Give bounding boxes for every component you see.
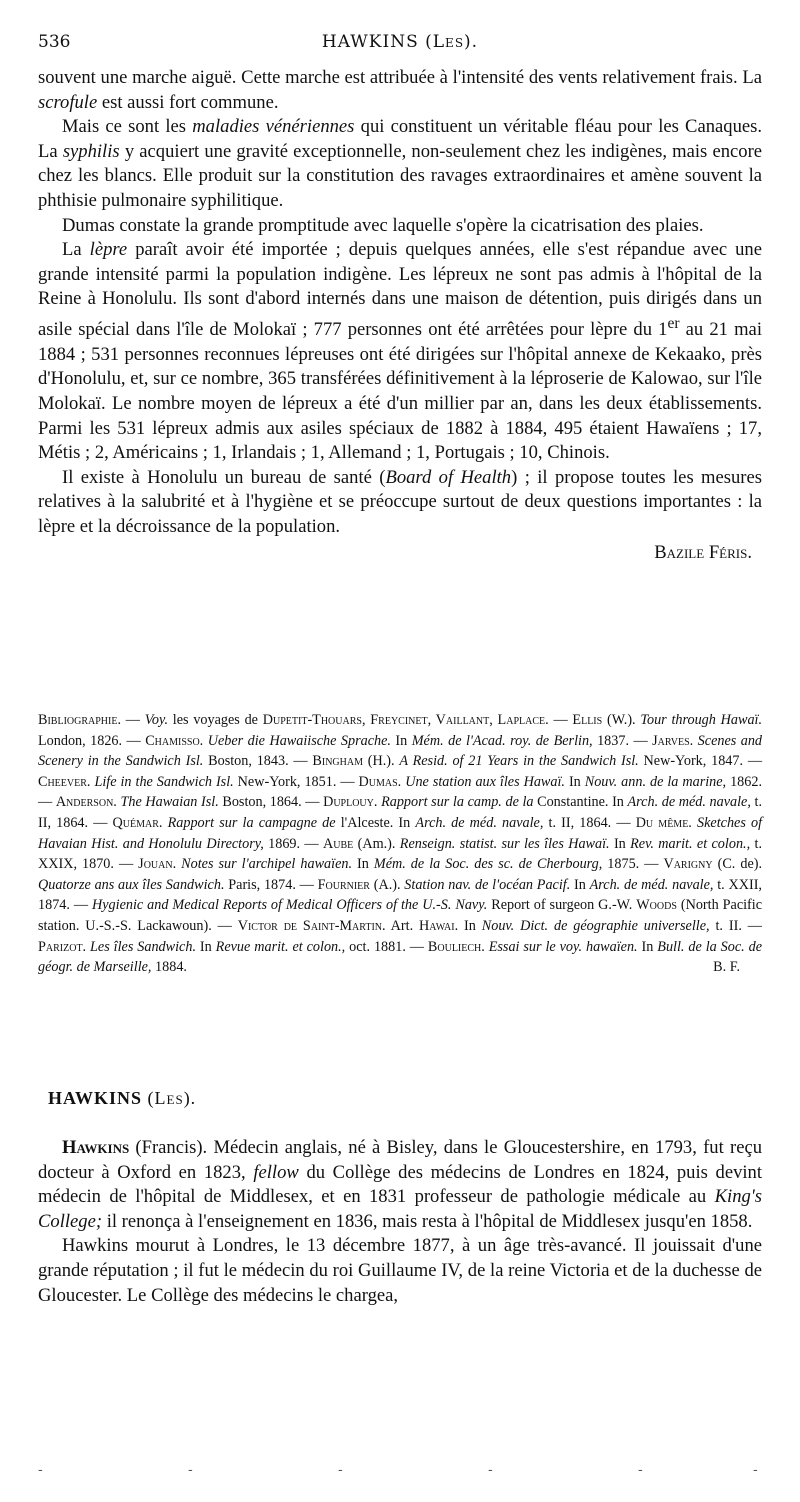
biblio-work-title: Nouv. Dict. de géographie universelle, — [481, 917, 710, 934]
biblio-seg: t. II, 1864. — — [38, 794, 763, 831]
biblio-seg: (C. de). — [712, 856, 763, 873]
p5-a: Il existe à Honolulu un bureau de santé ( — [62, 466, 386, 488]
biblio-seg: 1862. — — [38, 773, 763, 811]
biblio-seg: t. II. — — [709, 917, 762, 934]
p4-b: paraît avoir été importée ; depuis quelques années, elle s'est répandue avec une grande intensité parmi la population indigène. Les lépreux ne sont pas admis à l'hôpital de la Reine à Honolulu. Ils sont d'abord internés dans une maison de détention, puis dirigés dans un asile spécial dans l'île de Molokaï ; 777 personnes ont été arrêtées pour lèpre du 1 — [38, 239, 762, 341]
biblio-seg: Paris, 1874. — — [224, 876, 318, 893]
p4-a: La — [62, 239, 82, 261]
biblio-seg: New-York, 1847. — — [638, 753, 763, 770]
biblio-seg: Boston, 1843. — — [203, 753, 313, 770]
p2-italic-1: maladies vénériennes — [192, 116, 355, 138]
p4-italic: lèpre — [89, 239, 128, 261]
p5-b: ) ; il propose toutes les mesures relatives à la salubrité et à l'hygiène et se préoccupe surtout de deux questions importantes : la lèpre et la décroissance de la population. — [38, 466, 762, 537]
biblio-work-title: Sketches of Havaian Hist. and Honolulu Directory, — [38, 814, 763, 852]
biblio-work-title: Nouv. ann. de la marine, — [584, 773, 727, 790]
running-head-close: ). — [464, 32, 479, 52]
biblio-author: Woods — [636, 897, 677, 914]
paragraph-3: Dumas constate la grande promptitude avec laquelle s'opère la cicatrisation des plaies. — [62, 214, 704, 236]
biblio-work-title: Scenes and Scenery in the Sandwich Isl. — [38, 732, 763, 770]
biblio-author: Anderson. — [55, 794, 117, 811]
biblio-seg: t. II, 1864. — — [543, 814, 636, 831]
section-heading — [48, 1088, 196, 1109]
biblio-seg: In — [564, 773, 585, 790]
biblio-seg: Constantine. In — [533, 794, 628, 811]
paragraph-5 — [38, 466, 762, 540]
biblio-seg: les voyages de — [168, 712, 263, 728]
paragraph-2 — [38, 115, 762, 213]
biblio-seg: 1875. — — [602, 856, 664, 873]
biblio-seg: — — [121, 712, 145, 728]
footer-dash: - — [188, 1462, 193, 1478]
footer-dash: - — [488, 1462, 493, 1478]
footer-dash: - — [638, 1462, 643, 1478]
biblio-work-title: Les îles Sandwich. — [90, 938, 196, 955]
biblio-work-title: Rapport sur la campagne de — [167, 814, 336, 831]
biblio-initials: B. F. — [713, 959, 740, 976]
biblio-work-title: Life in the Sandwich Isl. — [94, 773, 234, 790]
biblio-seg: In — [352, 856, 374, 873]
p4-sup: er — [667, 314, 680, 332]
biblio-work-title: Ueber die Hawaiische Sprache. — [207, 732, 391, 749]
article-body — [38, 66, 762, 566]
biblio-work-title: Revue marit. et colon., — [215, 938, 346, 955]
entry-paragraph-1 — [38, 1136, 762, 1234]
biblio-seg: t. XXII, 1874. — — [38, 876, 762, 914]
p2-c: y acquiert une gravité exceptionnelle, non-seulement chez les indigènes, mais encore chez les blancs. Elle produit sur la constitution des ravages extraordinaires et amène souvent la phthisie pulmonaire syphilitique. — [38, 140, 763, 211]
author-signature: Bazile Féris. — [654, 542, 752, 564]
biblio-author: Dumas. — [358, 773, 402, 790]
biblio-author: Chamisso. — [145, 732, 204, 749]
biblio-seg: (Am.). — [353, 835, 400, 852]
biblio-seg: In — [609, 835, 631, 852]
biblio-author: Varigny — [663, 856, 713, 873]
biblio-work-title: Hygienic and Medical Reports of Medical Officers of the U.-S. Navy. — [92, 897, 488, 914]
p5-italic: Board of Health — [385, 466, 512, 488]
biblio-seg: l'Alceste. In — [335, 814, 416, 831]
biblio-work-title: Renseign. statist. sur les îles Hawaï. — [399, 835, 610, 852]
biblio-seg: In — [390, 732, 412, 749]
entry-name: Hawkins — [62, 1137, 130, 1158]
biblio-seg: Report of surgeon G.-W. — [487, 897, 637, 914]
p1-italic: scrofule — [38, 91, 98, 113]
biblio-work-title: A Resid. of 21 Years in the Sandwich Isl. — [399, 753, 639, 770]
entry-body — [38, 1136, 762, 1308]
biblio-author: Aube — [322, 835, 354, 852]
biblio-work-title: Mém. de la Soc. des sc. de Cherbourg, — [373, 856, 603, 873]
biblio-work-title: Station nav. de l'océan Pacif. — [404, 876, 571, 893]
section-heading-main: HAWKINS — [48, 1088, 143, 1108]
biblio-author: Fournier — [317, 876, 370, 893]
footer-dash: - — [338, 1462, 343, 1478]
running-head-open: ( — [418, 32, 433, 52]
p4-c: au 21 mai 1884 ; 531 personnes reconnues lépreuses ont été dirigées sur l'hôpital annexe de Kekaako, près d'Honolulu, et, sur ce nombre, 365 transférées définitivement à la léproserie de Kalowao, sur l'île Molokaï. Le nombre moyen de lépreux a été d'un millier par an, dans les deux établissements. Parmi les 531 lépreux admis aux asiles spéciaux de 1882 à 1884, 495 étaient Hawaïens ; 17, Métis ; 2, Américains ; 1, Irlandais ; 1, Allemand ; 1, Portugais ; 10, Chinois. — [38, 319, 762, 464]
biblio-seg: — — [548, 712, 573, 728]
biblio-seg: In — [570, 876, 590, 893]
biblio-seg: (North Pacific station. U.-S.-S. Lackawoun). — — [38, 897, 763, 934]
biblio-author: Cheever. — [38, 773, 91, 790]
biblio-author: Parizot. — [38, 938, 87, 955]
biblio-seg: t. XXIX, 1870. — — [38, 835, 762, 873]
biblio-work-title: Arch. de méd. navale, — [589, 876, 714, 893]
footer-dash: - — [753, 1462, 758, 1478]
entry-q1-a: (Francis). Médecin anglais, né à Bisley, dans le Gloucestershire, en 1793, fut reçu docteur à Oxford en 1823, — [38, 1137, 762, 1183]
biblio-seg: New-York, 1851. — — [233, 773, 359, 790]
biblio-seg: 1837. — — [592, 732, 653, 749]
biblio-seg: (H.). — [362, 753, 400, 770]
page-number: 536 — [38, 32, 71, 52]
biblio-author: Duplouy. — [323, 794, 378, 811]
biblio-seg: Boston, 1864. — — [218, 794, 324, 811]
biblio-seg: 1884. — [151, 959, 187, 976]
biblio-seg: (W.). — [602, 712, 641, 728]
biblio-work-title: Notes sur l'archipel hawaïen. — [181, 856, 353, 873]
biblio-work-title: Une station aux îles Hawaï. — [405, 773, 565, 790]
biblio-seg: In — [458, 917, 482, 934]
biblio-seg: Art. — [385, 917, 420, 934]
biblio-seg: In — [196, 938, 216, 955]
entry-paragraph-2: Hawkins mourut à Londres, le 13 décembre 1877, à un âge très-avancé. Il jouissait d'une grande réputation ; il fut le médecin du roi Guillaume IV, de la reine Victoria et de la duchesse de Gloucester. Le Collège des médecins le chargea, — [38, 1235, 762, 1306]
biblio-work-title: Arch. de méd. navale, — [627, 794, 751, 811]
p2-a: Mais ce sont les — [62, 116, 187, 138]
p2-italic-2: syphilis — [62, 140, 120, 162]
biblio-work-title: Rapport sur la camp. de la — [381, 794, 534, 811]
biblio-work-title: Tour through Hawaï. — [640, 712, 763, 728]
p1-end: est aussi fort commune. — [101, 91, 279, 113]
biblio-author: Jouan. — [138, 856, 177, 873]
biblio-work-title: Mém. de l'Acad. roy. de Berlin, — [411, 732, 593, 749]
biblio-seg: (A.). — [369, 876, 405, 893]
biblio-work-title: Rev. marit. et colon., — [630, 835, 751, 852]
running-head-main: HAWKINS — [321, 32, 419, 52]
p2-b: qui constituent un véritable fléau pour les Canaques. La — [38, 116, 762, 162]
entry-q1-italic-2: King's College; — [38, 1186, 762, 1232]
biblio-author: Quémar. — [112, 814, 163, 831]
running-head — [0, 32, 800, 52]
biblio-work-title: Bull. de la Soc. de géogr. de Marseille, — [38, 938, 762, 976]
entry-q1-b: du Collège des médecins de Londres en 1824, puis devint médecin de l'hôpital de Middlesex, et en 1831 professeur de pathologie médicale au — [38, 1161, 762, 1208]
bibliography — [38, 710, 762, 978]
biblio-work-title: Arch. de méd. navale, — [415, 814, 544, 831]
running-head-les: Les — [432, 32, 465, 52]
section-heading-les: (Les). — [142, 1088, 197, 1108]
biblio-author: Bouliech. — [427, 938, 485, 955]
biblio-seg: London, 1826. — — [38, 732, 146, 749]
entry-q1-italic-1: fellow — [253, 1161, 299, 1183]
biblio-author: Ellis — [572, 712, 603, 728]
biblio-label: Bibliographie. — [38, 712, 122, 728]
biblio-seg: 1869. — — [263, 835, 323, 852]
biblio-seg: Voy. — [144, 712, 169, 728]
footer-dash: - — [38, 1462, 43, 1478]
biblio-author: Victor de Saint-Martin. — [237, 917, 386, 934]
biblio-seg: In — [637, 938, 658, 955]
biblio-work-title: Quatorze ans aux îles Sandwich. — [38, 876, 225, 893]
biblio-author: Du même. — [635, 814, 692, 831]
paragraph-1 — [38, 66, 762, 115]
biblio-seg: oct. 1881. — — [345, 938, 428, 955]
paragraph-4 — [38, 238, 762, 466]
biblio-author: Dupetit-Thouars, Freycinet, Vaillant, Laplace. — [262, 712, 549, 728]
biblio-work-title: The Hawaian Isl. — [120, 794, 219, 811]
biblio-author: Jarves. — [652, 732, 694, 749]
entry-q1-c: il renonça à l'enseignement en 1836, mais resta à l'hôpital de Middlesex jusqu'en 1858. — [106, 1210, 753, 1232]
biblio-author: Bingham — [312, 753, 363, 770]
biblio-work-title: Essai sur le voy. hawaïen. — [488, 938, 638, 955]
biblio-seg: Hawai. — [419, 917, 459, 934]
p1-text: souvent une marche aiguë. Cette marche est attribuée à l'intensité des vents relativement frais. La — [38, 67, 762, 88]
